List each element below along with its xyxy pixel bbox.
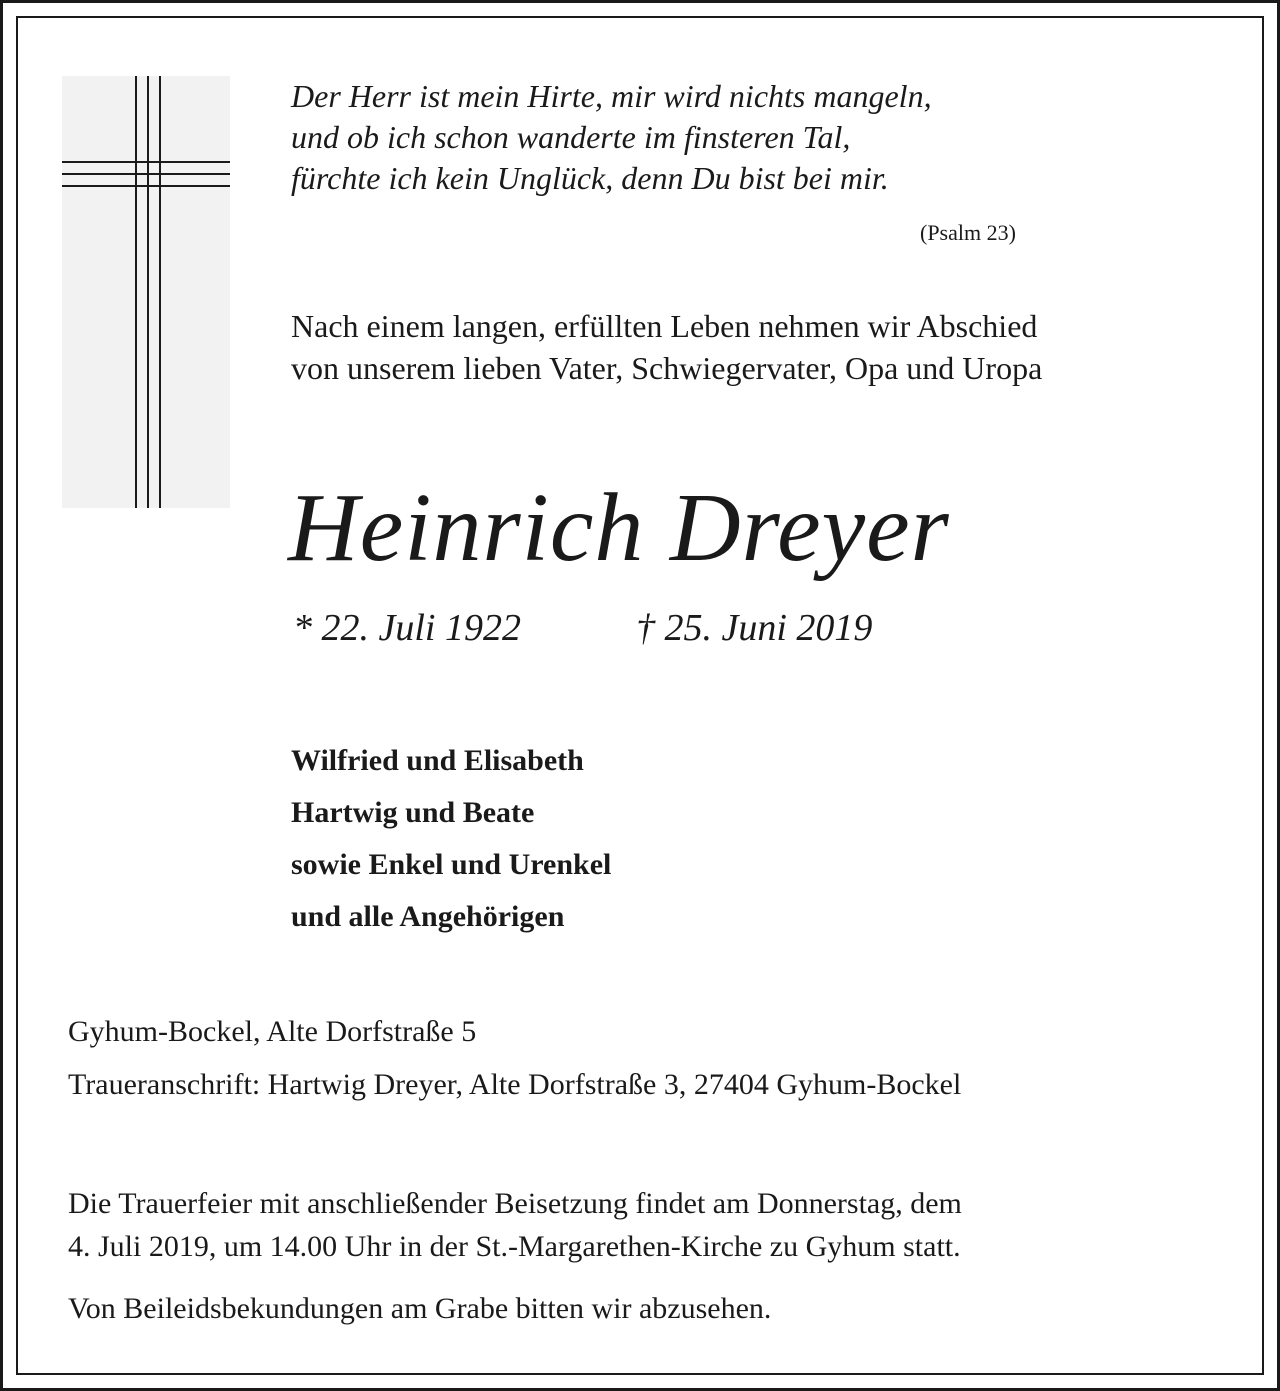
psalm-line: und ob ich schon wanderte im finsteren Tal, (291, 119, 851, 155)
intro-line: von unserem lieben Vater, Schwiegervater, Opa und Uropa (291, 350, 1043, 386)
mourners-list (291, 735, 611, 943)
psalm-line: fürchte ich kein Unglück, denn Du bist bei mir. (291, 160, 889, 196)
intro-text (291, 305, 1042, 389)
cross-icon (62, 76, 230, 508)
funeral-service-info (68, 1182, 962, 1268)
mourner-item: sowie Enkel und Urenkel (291, 848, 612, 881)
psalm-reference: (Psalm 23) (920, 220, 1016, 245)
birth-date: * 22. Juli 1922 (293, 607, 521, 649)
mourning-address: Traueranschrift: Hartwig Dreyer, Alte Dorfstraße 3, 27404 Gyhum-Bockel (68, 1068, 962, 1101)
service-line: 4. Juli 2019, um 14.00 Uhr in der St.-Margarethen-Kirche zu Gyhum statt. (68, 1230, 961, 1263)
psalm-quote (291, 76, 932, 199)
service-line: Die Trauerfeier mit anschließender Beisetzung findet am Donnerstag, dem (68, 1187, 962, 1220)
psalm-line: Der Herr ist mein Hirte, mir wird nichts mangeln, (291, 78, 932, 114)
death-date: † 25. Juni 2019 (636, 607, 873, 649)
residence-address: Gyhum-Bockel, Alte Dorfstraße 5 (68, 1015, 477, 1048)
mourner-item: und alle Angehörigen (291, 900, 565, 933)
mourner-item: Hartwig und Beate (291, 796, 535, 829)
condolence-note: Von Beileidsbekundungen am Grabe bitten wir abzusehen. (68, 1292, 772, 1325)
mourner-item: Wilfried und Elisabeth (291, 744, 584, 777)
intro-line: Nach einem langen, erfüllten Leben nehmen wir Abschied (291, 308, 1038, 344)
deceased-name: Heinrich Dreyer (288, 474, 950, 582)
